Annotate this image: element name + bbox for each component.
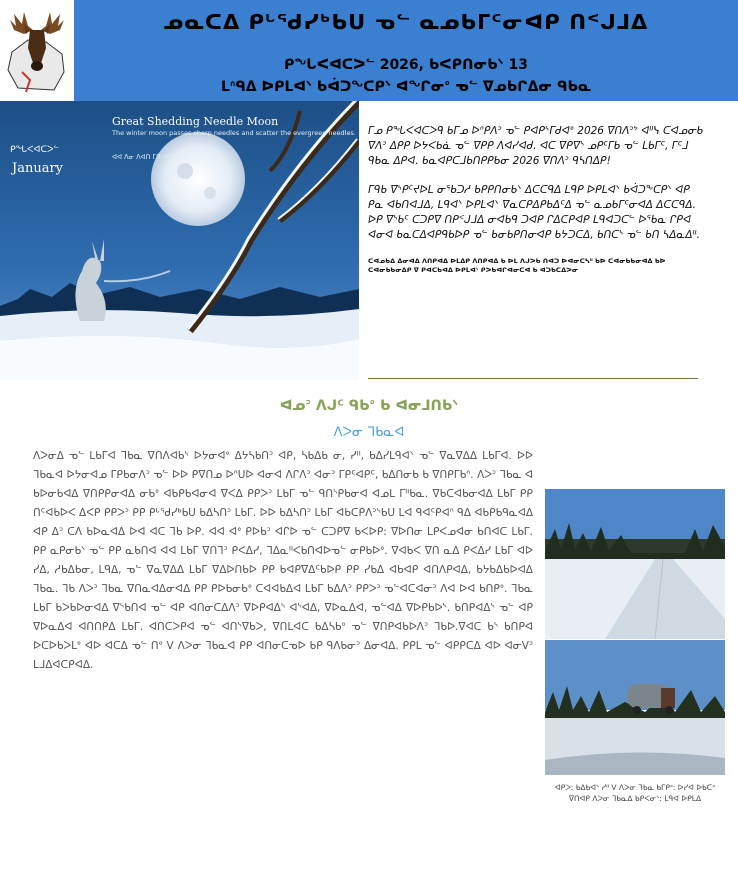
calendar-text-overlay: [0, 101, 359, 380]
header: [0, 0, 738, 101]
intro-paragraph: ᒥᑫᑲ ᐁᔅᑭᑦᔪᐅᒪ ᓂᖃᑐᓱ ᑲᑭᑭᑎᓂᑲᐠ ᐃᑕᑕᑫᐃ ᒪᑫᑭ ᐅᑭᒪᐊᐠ ᑲᐋᑐᖕᑕᑭᐠ ᐊᑭ ᑭᓇ ᐊᑲᑎᐊᒧᐃ, ᒪᑫᐊᐠ ᐅᑭᒪᐊᐠ ᐁᓇᑕᑭᐃᑭᑲᐃᑦᐃ ᓀᓪ ᓇᓄᑲᒥᑦᓂᐊᐃ ᐃᑕᑕᑫᐃ. ᐅᑭ ᐁᔅᑲᑦ ᑕᑐᑭᐁ ᑎᑭᑉᒍᒧᐃ ᓂᐊᑲᑫ ᑐᐊᑭ ᒋᐃᑕᑭᐊᑭ ᒪᑫᐊᑐᑕᓪ ᐅᖃᓇ ᒋᑭᐊ ᐊᓂᐊ ᑲᓇᑕᐃᐊᑭᑫᑲᐅᑭ ᓀᓪ ᑲᓂᑲᑭᑎᓂᐊᑭ ᑲᔭᑐᑕᐃ, ᑲᑎᑕᔅ ᓀᓪ ᑲᑎ ᓴᐃᓇᐃᐦ.: [368, 184, 700, 241]
header-subtitle: ᒪᐢᑫᐃ ᐅᑭᒪᐊᐠ ᑲᐋᑐᖕᑕᑭᐠ ᐊᖏᓂᐤ ᓀᓪ ᐁᓄᑲᒋᐃᓂ ᑫᑲᓇ: [221, 79, 591, 95]
moose-icon: [0, 0, 74, 101]
intro-credit: ᑕᐊᓄᑲᐃ ᐃᓂᐊᐃ ᐱᑎᑭᐊᐃ ᐅᒪᐃᑭ ᐱᑎᑭᐊᐃ ᑲ ᐅᒪ ᐱᒍᐳᑲ ᑎᐊᑐ ᐅᐊᓂᑕᓴᐦ ᑲᐅ ᑕᐊᓂᑲᑲᓂᐊᐃ ᑲᐅ ᑕᐊᓂᑲᑲᓂᐃᑭ ᐁ ᑭᐊᑕᑲᐊᐃ ᐅᑭᒪᐊᐠ ᑭᐳᑲᐊᒋᐊᓂᑕᐊ ᑲ ᐊᑐᑲᑕᐃᐳᓂ: [368, 257, 666, 274]
tanker-truck-photo: [545, 640, 725, 775]
header-banner: [74, 0, 738, 101]
calendar-syllabic-line: ᐊᐊ ᐱᓂ ᐱᐊᑎ ᒥᑎ ᐊᑎ ᑕᑲᐊ: [112, 153, 189, 161]
calendar-artwork: [0, 101, 359, 380]
moose-logo: [0, 0, 74, 101]
calendar-title-description: The winter moon passes sharp needles and scatter the evergreen needles.: [112, 129, 356, 137]
calendar-month-english: January: [12, 161, 64, 176]
photo-caption: ᐊᑭᐳ: ᑲᐃᑲᐊᐠ ᓯᐦ ᐯ ᐱᐳᓂ ᒣᑲᓇ ᑲᒥᑭᐣ: ᐅᓯᐊ ᐅᑲᑕᐢ ᐁᑎᐊᑭ ᐱᐳᓂ ᒣᑲᓇᐃ ᑲᑭᐸᓂᐠ: ᒪᑫᐊ ᐅᑭᒪᐃ: [554, 783, 716, 803]
intro-text: [368, 124, 708, 275]
article-body: ᐱᐳᓂᐃ ᓀᓪ ᒪᑲᒥᐊ ᒣᑲᓇ ᐁᑎᐱᐊᑲᔅ ᐅᔭᓂᐊᐤ ᐃᔭᓴᑲᑎᐣ ᐊᑭ, ᓴᑲᐃᑲ ᓂ, ᓯᐦ, ᑲᐃᓯᒪᑫᐊᐠ ᓀᓪ ᐁᓇᐁᐃᐃ ᒪᑲᒥᐊ. ᐅᐅ ᒣᑲᓇᐊ ᐅᔭᓂᐊᓄ ᒥᑭᑲᓂᐱᐣ ᓀᓪ ᐅᐅ ᑭᐁᑎᓄ ᐅᐢᑌᐅ ᐊᓂᐊ ᐱᒋᐱᐣ ᐊᓂᐣ ᒥᑭᑦᐊᑭᑦ, ᑲᐃᑎᓂᑲ ᑲ ᐁᑎᑭᒥᑲᐢ. ᐱᐳᐣ ᒣᑲᓇ ᐊ ᑲᐅᓂᑲᐊᐃ ᐁᑎᑭᑭᓂᐊᐃ ᓂᑲᐤ ᐊᑲᑭᑲᐊᓂᐊ ᐁᐸᐃ ᑭᑭᐳᐣ ᒪᑲᒥ ᓀᓪ ᑫᑎᔅᑭᑲᓂᐊ ᐊᓄᒪ ᒥᐦᑲᓇ. ᐁᑲᑕᐊᑲᓂᐊᐃ ᒪᑲᒥ ᑭᑭ ᑎᑦᐊᑲᐅᐸ ᐃᐸᑭ ᑭᑭᐳᐣ ᑭᑭ ᑭᒡᖁᓯᒃᑲᑌ ᑲᐃᓴᑎᐣ ᒪᑲᒥ. ᐅᐅ ᑲᐃᓴᑎᐣ ᒪᑲᒥ ᐊᑲᑕᑭᐱᐣᔅᑲᑌ ᒪᐊ ᑫᐊᑦᑭᐊᐢ ᑫᐃ ᐊᑲᑭᑲᑫᓇᐊᐃ ᐊᑭ ᐃᐣ ᑕᐱ ᑲᐅᓇᐊᐃ ᐅᐊ ᐊᑕ ᒣᑲ ᐅᑭ. ᐊᐊ ᐊᐤ ᑭᐅᑲᐣ ᐊᒋᐅ ᓀᓪ ᑕᑐᑭᐁ ᑲᐸᐅᑭ: ᐁᐅᑎᓂ ᒪᑭᐸᓄᐊᓂ ᑲᑎᐊᑕ ᒪᑲᒥ. ᑭᑭ ᓇᑭᓂᑲᐠ ᓀᓪ ᑭᑭ ᓇᑲᑎᐊ ᐊᐊ ᒪᑲᒥ ᐁᑎᒣᐣ ᑭᐸᐃᓯ, ᒣᐃᓇᐦᐸᑲᑎᐊᐅᓀᓪ ᓂᑭᑲᐅᐤ. ᐁᐊᑲᐸ ᐁᑎ ᓇᐃ ᑭᐸᐃᓯ ᒪᑲᒥ ᐊᐅ ᓯᐃ, ᓱᑲᐃᑲᓂ, ᒪᑫᐃ, ᓀᓪ ᐁᓇᐁᐃᐃ ᒪᑲᒥ ᐁᐃᐅᑎᑲᐅ ᑭᑭ ᑲᐊᑭᐁᐃᑦᑲᐅᑭ ᑭᑭ ᓯᑲᐃ ᐊᑲᐊᑭ ᐊᑎᐱᑭᐊᐃ, ᑲᔭᑲᐃᑲᐅᐊᐃ ᒣᑲᓇ. ᒣᑲ ᐱᐳᐣ ᒣᑲᓇ ᐁᑎᓇᐊᐃᓂᐊᐃ ᑭᑭ ᑭᐅᑲᓂᑲᐤ ᑕᐊᐊᑲᐃᐊ ᒪᑲᒥ ᑲᐃᐱᐣ ᑭᑭᐳᐣ ᓀᓪᐊᑕᐊᓂᐣ ᐱᐊ ᐅᐊ ᑲᑎᑭᐤ. ᒣᑲᓇ ᒪᑲᒥ ᑲᐳᑲᐅᓂᐊᐃ ᐁᔅᑲᑎᐊ ᓀᓪ ᐊᑭ ᐊᑎᓂᑕᐃᐱᐣ ᐁᐅᑭᐊᐃᔅ ᐊᔅᐊᐃ, ᐁᐅᓇᐃᐊ, ᓀᓪᐊᐃ ᐁᐅᑭᑲᐅᔅ. ᑲᑎᑭᐊᐃᔅ ᓀᓪ ᐊᑭ ᐁᐅᓇᐃᐊ ᐊᑎᑎᑭᐃ ᒪᑲᒥ. ᐊᑎᑕᐳᑭᐊ ᓀᓪ ᐊᑎᔅᐁᑲᐳ, ᐁᑎᒪᐊᑕ ᑲᐃᓴᑲᐤ ᓀᓪ ᐁᑎᑭᐊᑲᐅᐱᐣ ᒣᑲᐅ.ᐁᐊᑕ ᑲᔅ ᑲᑎᑭᐊ ᐅᑕᐅᑲᐳᒪᐤ ᐊᐅ ᐊᑕᐃ ᓀᓪ ᑎᐤ ᐯ ᐱᐳᓂ ᒣᑲᓇᐊ ᑭᑭ ᐊᑎᓂᑕᓀᐅ ᑲᑭ ᑫᐱᑲᓂᐣ ᐃᓂᐊᐃ. ᑭᑭᒪ ᓀᓪ ᐊᑭᑭᑕᐃ ᐊᐅ ᐊᓂᐯᐣ ᒪᒧᐃᐊᑕᑭᐊᐃ.: [33, 450, 533, 671]
intro-paragraph: ᒥᓄ ᑭᖓᐸᐊᑕᐳᑫ ᑲᒥᓄ ᐅᐢᑭᐱᐣ ᓀᓪ ᑭᐊᑭᔅᒥᑯᐊᐤ 2026 ᐁᑎᐱᐣᔾ ᐊᐦᓭ ᑕᐊᓄᓂᑲ ᐁᐱᐣ ᐃᑭᑭ ᐅᔭᐸᑲᓈ ᓀᓪ ᐁᑭᑭ ᐱᐊᓯᐊᑯ. ᐊᑕ ᐁᑭᐁᔅ ᓄᑭᑦᒥᑲ ᓀᓪ ᒪᑲᒥᑦ, ᒥᑦᒧ ᑫᑲᓇ ᐃᑭᐊ. ᑲᓇᐊᑭᑕᒧᑲᑎᑭᑭᑲᓂ 2026 ᐁᑎᐱᐣ ᑫᓴᑎᐃᑭ!: [368, 125, 704, 167]
section-subtitle: ᐱᐳᓂ ᒣᑲᓇᐊ: [333, 425, 405, 440]
ice-road-photo: [545, 489, 725, 639]
calendar-month-syllabic: ᑭᖓᐸᐊᑕᐳᓪ: [10, 145, 60, 155]
issue-date: ᑭᖓᐸᐊᑕᐳᓪ 2026, ᑲᐸᑭᑎᓂᑲᐠ 13: [284, 57, 528, 73]
newsletter-title: ᓄᓇᑕᐃ ᑭᒡᖁᓯᒃᑲᑌ ᓀᓪ ᓇᓄᑲᒥᑦᓂᐊᑭ ᑎᑉᒍᒧᐃ: [163, 10, 649, 34]
calendar-title: Great Shedding Needle Moon: [112, 115, 279, 128]
divider: [368, 378, 698, 379]
section-title: ᐊᓄᐣ ᐱᒍᑦ ᑫᑲᐤ ᑲ ᐊᓂᒧᑎᑲᐠ: [279, 398, 459, 414]
